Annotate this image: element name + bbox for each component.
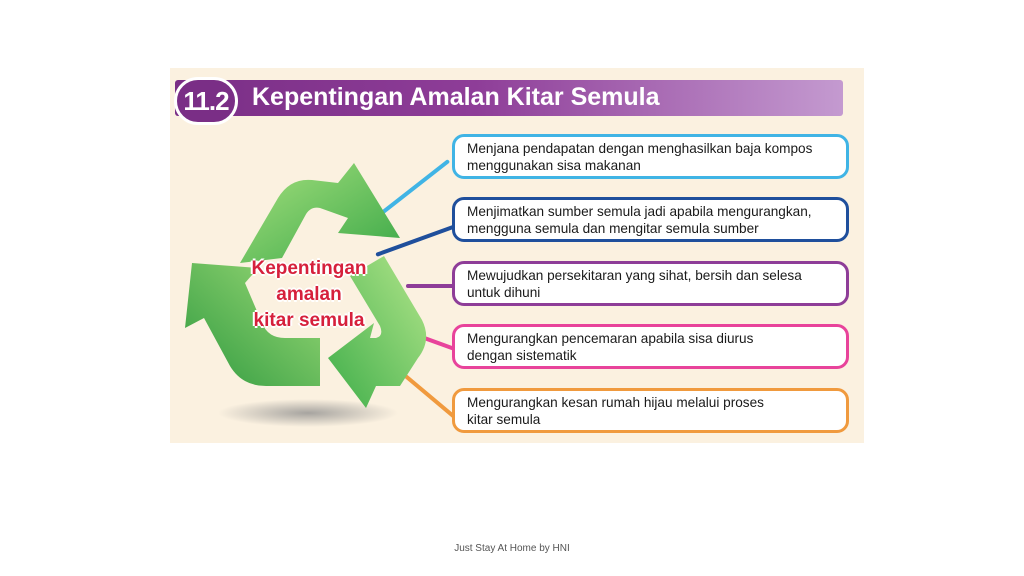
item-line: Menjana pendapatan dengan menghasilkan baja kompos — [467, 141, 813, 156]
center-label — [234, 256, 384, 334]
section-number-badge: 11.2 — [174, 77, 238, 125]
item-line: Mengurangkan kesan rumah hijau melalui proses — [467, 395, 764, 410]
item-line: dengan sistematik — [467, 348, 577, 363]
item-line: Menjimatkan sumber semula jadi apabila mengurangkan, — [467, 204, 812, 219]
list-item — [452, 388, 849, 433]
infographic — [170, 68, 864, 443]
item-line: kitar semula — [467, 412, 541, 427]
item-line: Mengurangkan pencemaran apabila sisa diurus — [467, 331, 754, 346]
footer-text: Just Stay At Home by HNI — [454, 543, 570, 554]
list-item — [452, 197, 849, 242]
center-label-line: Kepentingan — [251, 258, 367, 279]
item-line: mengguna semula dan mengitar semula sumber — [467, 221, 759, 236]
item-line: menggunakan sisa makanan — [467, 158, 641, 173]
item-line: untuk dihuni — [467, 285, 541, 300]
center-label-line: kitar semula — [253, 310, 365, 331]
item-line: Mewujudkan persekitaran yang sihat, bersih dan selesa — [467, 268, 802, 283]
list-item — [452, 261, 849, 306]
list-item — [452, 134, 849, 179]
center-label-line: amalan — [276, 284, 342, 305]
page-title: Kepentingan Amalan Kitar Semula — [252, 83, 660, 111]
list-item — [452, 324, 849, 369]
